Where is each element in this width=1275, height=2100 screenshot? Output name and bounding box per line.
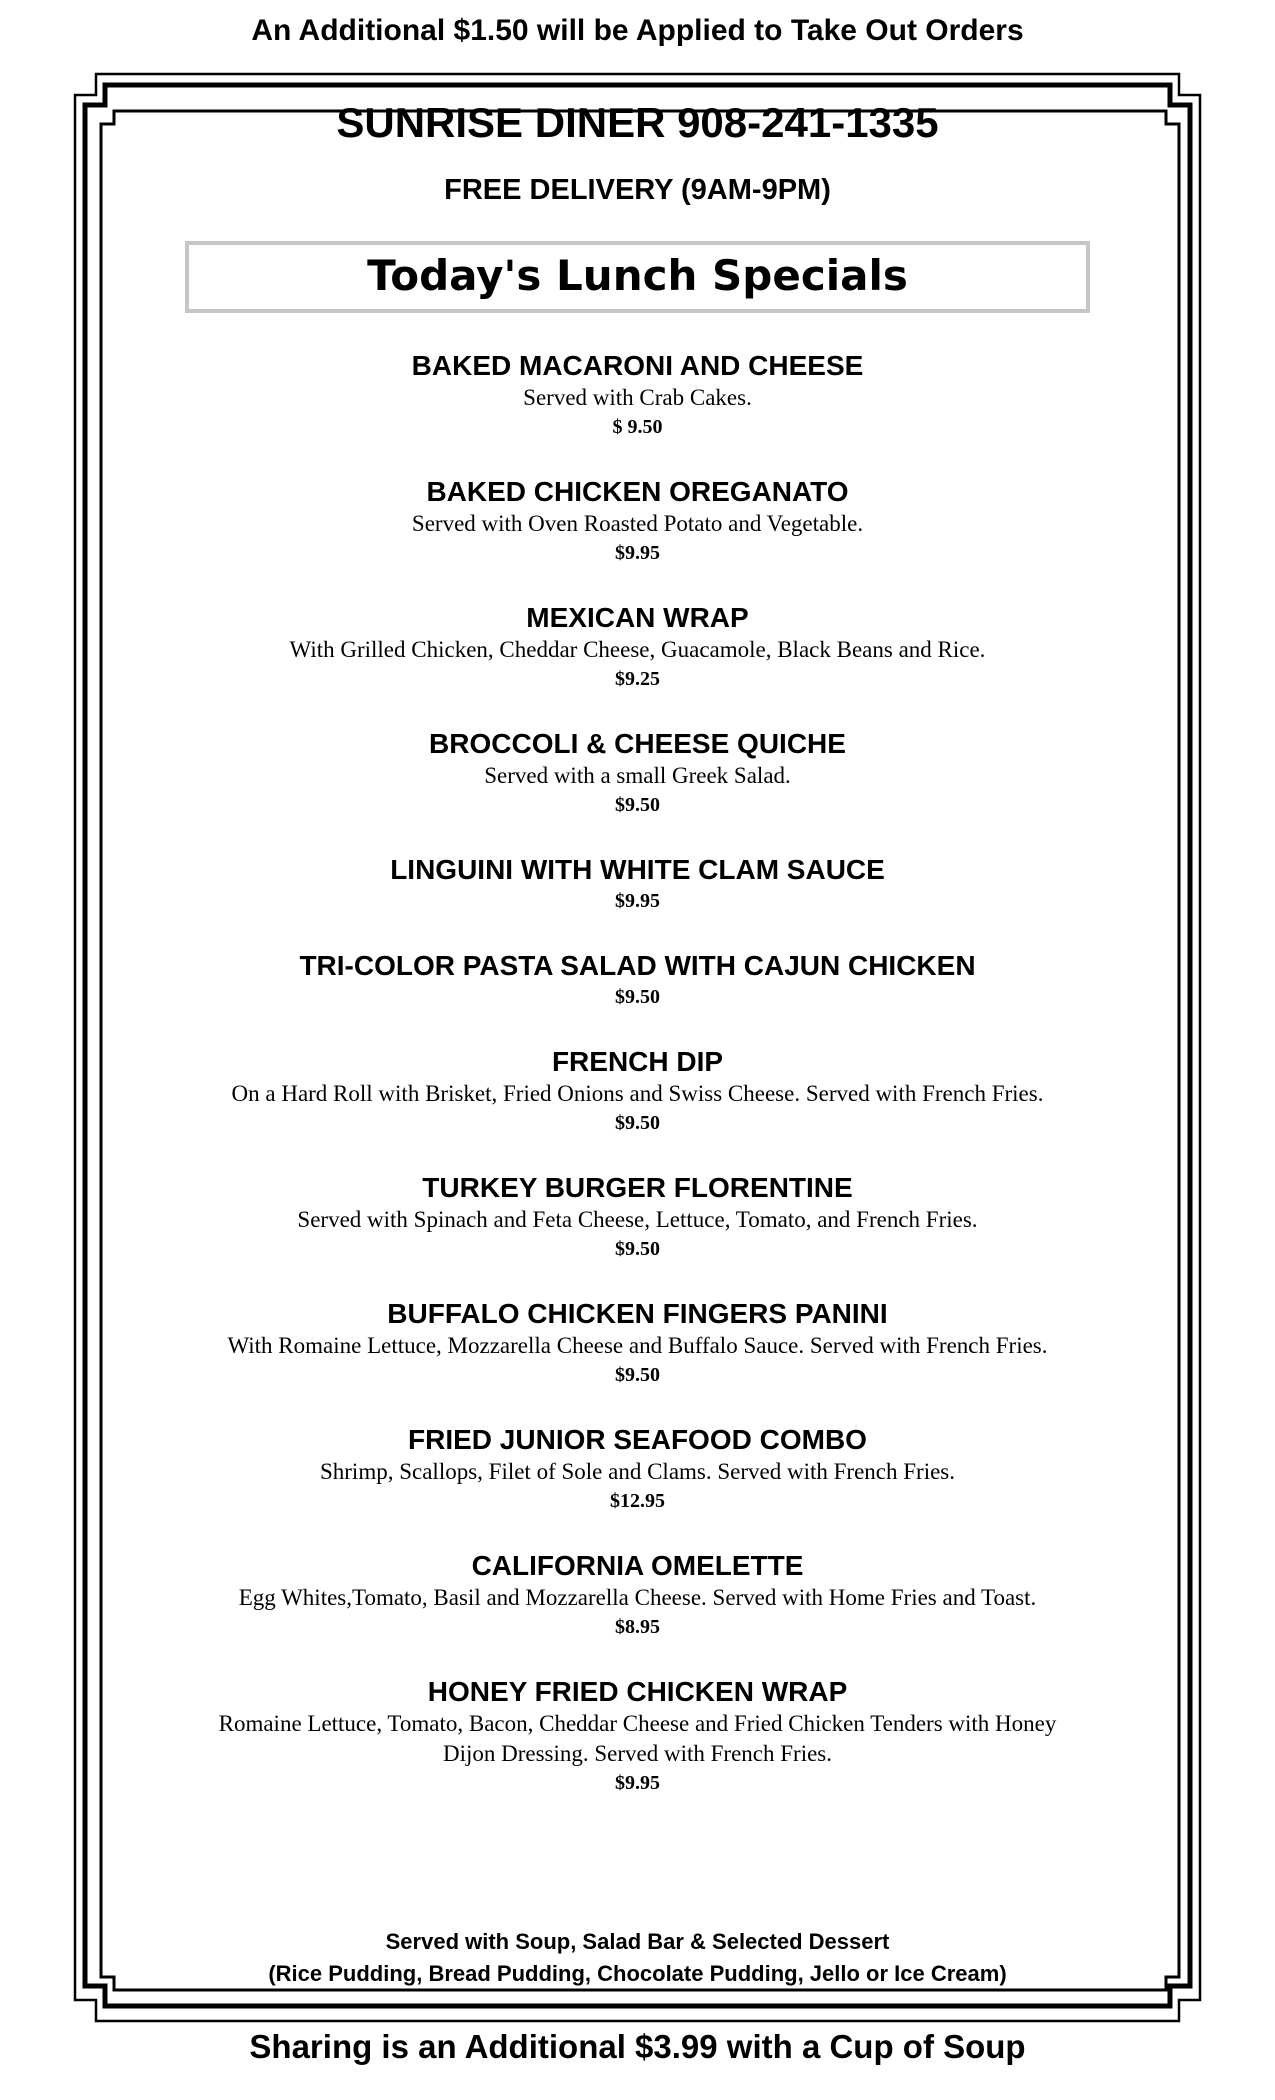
menu-item-price: $9.50 <box>615 986 660 1008</box>
menu-item-description: With Romaine Lettuce, Mozzarella Cheese and Buffalo Sauce. Served with French Fries. <box>227 1333 1048 1358</box>
menu-item <box>75 727 1200 819</box>
menu-item-price: $ 9.50 <box>612 416 663 438</box>
menu-item-name: HONEY FRIED CHICKEN WRAP <box>427 1676 848 1707</box>
menu-item <box>75 1675 1200 1797</box>
dessert-options-note: (Rice Pudding, Bread Pudding, Chocolate Pudding, Jello or Ice Cream) <box>268 1961 1007 1986</box>
menu-item <box>75 1549 1200 1641</box>
menu-item-description: Served with Spinach and Feta Cheese, Lettuce, Tomato, and French Fries. <box>297 1207 978 1232</box>
menu-body <box>75 75 1200 1831</box>
menu-item-price: $9.50 <box>615 1238 660 1260</box>
menu-item-name: FRENCH DIP <box>551 1046 724 1077</box>
included-sides-note: Served with Soup, Salad Bar & Selected Dessert <box>385 1929 890 1954</box>
menu-item-description: Egg Whites,Tomato, Basil and Mozzarella Cheese. Served with Home Fries and Toast. <box>238 1585 1037 1610</box>
menu-item-description: On a Hard Roll with Brisket, Fried Onions and Swiss Cheese. Served with French Fries. <box>231 1081 1044 1106</box>
menu-item <box>75 475 1200 567</box>
menu-item-price: $9.50 <box>615 1364 660 1386</box>
menu-item-price: $9.95 <box>615 890 660 912</box>
menu-item <box>75 853 1200 915</box>
menu-item <box>75 1297 1200 1389</box>
menu-item-price: $9.25 <box>615 668 660 690</box>
menu-item-name: LINGUINI WITH WHITE CLAM SAUCE <box>390 854 885 885</box>
menu-item-name: BAKED CHICKEN OREGANATO <box>426 476 849 507</box>
menu-item-name: BAKED MACARONI AND CHEESE <box>411 350 864 381</box>
menu-item-price: $12.95 <box>610 1490 665 1512</box>
menu-item-description: With Grilled Chicken, Cheddar Cheese, Guacamole, Black Beans and Rice. <box>289 637 986 662</box>
menu-item-price: $9.95 <box>615 542 660 564</box>
menu-item <box>75 949 1200 1011</box>
menu-item-name: TRI-COLOR PASTA SALAD WITH CAJUN CHICKEN <box>299 950 976 981</box>
menu-item <box>75 1423 1200 1515</box>
menu-item-price: $9.50 <box>615 1112 660 1134</box>
menu-item-price: $9.95 <box>615 1772 660 1794</box>
menu-item-name: BROCCOLI & CHEESE QUICHE <box>429 728 846 759</box>
menu-item-name: TURKEY BURGER FLORENTINE <box>422 1172 853 1203</box>
menu-item <box>75 601 1200 693</box>
free-delivery-subtitle: FREE DELIVERY (9AM-9PM) <box>444 174 831 206</box>
sharing-surcharge-notice: Sharing is an Additional $3.99 with a Cup of Soup <box>249 2028 1026 2065</box>
menu-item-description: Shrimp, Scallops, Filet of Sole and Clams. Served with French Fries. <box>319 1459 955 1484</box>
menu-item-name: FRIED JUNIOR SEAFOOD COMBO <box>408 1424 867 1455</box>
section-title: Today's Lunch Specials <box>367 251 908 300</box>
menu-item-name: BUFFALO CHICKEN FINGERS PANINI <box>387 1298 888 1329</box>
menu-item <box>75 1171 1200 1263</box>
menu-item-description: Served with Crab Cakes. <box>523 385 752 410</box>
menu-item-description: Served with a small Greek Salad. <box>484 763 791 788</box>
menu-item-description: Served with Oven Roasted Potato and Vegetable. <box>411 511 864 536</box>
section-title-box <box>185 241 1090 313</box>
menu-item-name: MEXICAN WRAP <box>526 602 749 633</box>
menu-item-price: $8.95 <box>615 1616 660 1638</box>
menu-item <box>75 349 1200 441</box>
menu-item-name: CALIFORNIA OMELETTE <box>471 1550 804 1581</box>
menu-items-list <box>75 349 1200 1797</box>
menu-item-price: $9.50 <box>615 794 660 816</box>
diner-title: SUNRISE DINER 908-241-1335 <box>336 99 939 146</box>
menu-item-description: Romaine Lettuce, Tomato, Bacon, Cheddar Cheese and Fried Chicken Tenders with Honey Dijon Dressing. Served with French Fries. <box>218 1711 1057 1766</box>
takeout-surcharge-notice: An Additional $1.50 will be Applied to Take Out Orders <box>251 14 1024 47</box>
menu-item <box>75 1045 1200 1137</box>
